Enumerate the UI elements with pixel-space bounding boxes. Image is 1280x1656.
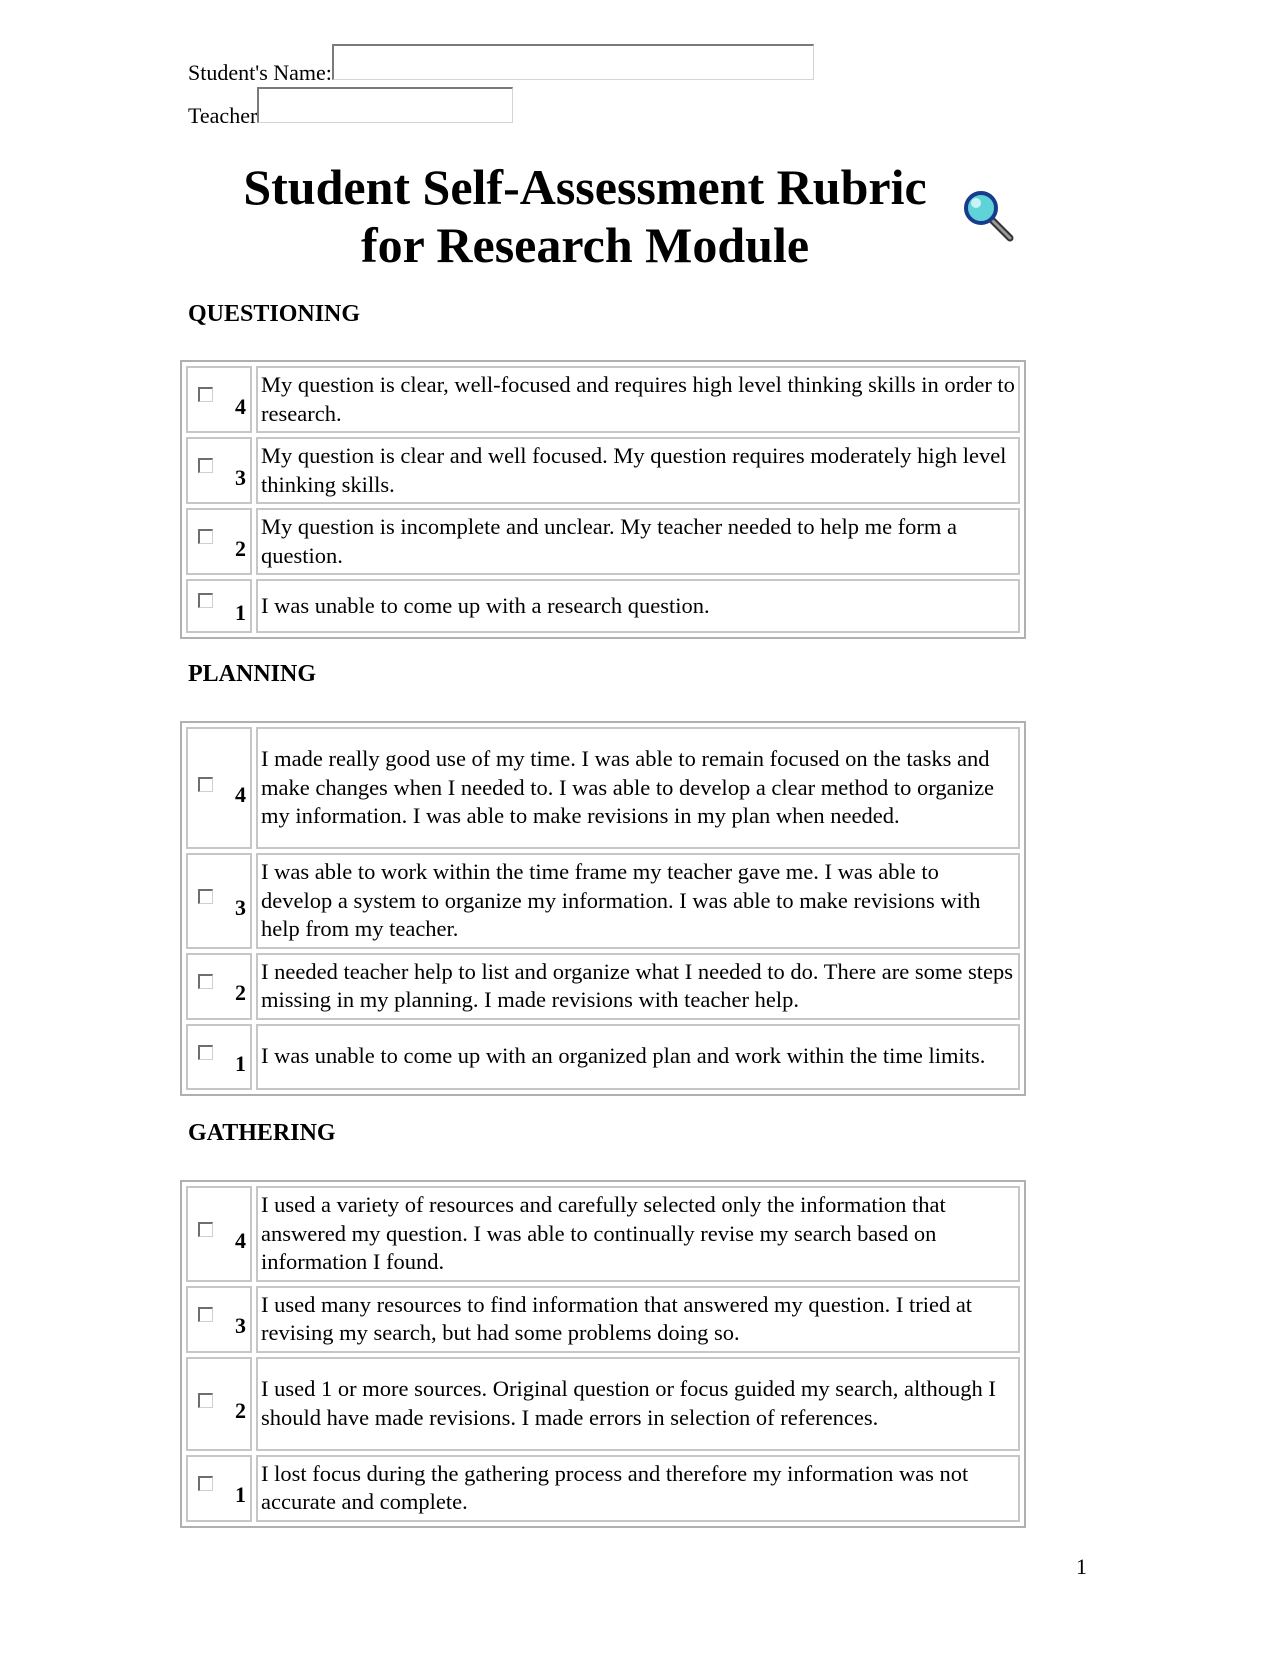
criterion-description: My question is incomplete and unclear. My teacher needed to help me form a question.: [256, 508, 1020, 575]
score-checkbox[interactable]: [198, 593, 213, 608]
student-name-label: Student's Name:: [188, 60, 332, 85]
score-checkbox[interactable]: [198, 529, 213, 544]
score-number: 1: [235, 1050, 246, 1076]
table-row: [186, 1024, 1020, 1090]
score-checkbox[interactable]: [198, 1222, 213, 1237]
criterion-description: I made really good use of my time. I was able to remain focused on the tasks and make changes when I needed to. I was able to develop a clear method to organize my information. I was able to make revisions in my plan when needed.: [256, 727, 1020, 849]
score-number: 3: [235, 894, 246, 920]
table-row: [186, 1286, 1020, 1353]
table-row: [186, 366, 1020, 433]
teacher-label: Teacher: [188, 103, 258, 128]
score-checkbox[interactable]: [198, 1476, 213, 1491]
score-checkbox[interactable]: [198, 1307, 213, 1322]
title-line-2: for Research Module: [360, 217, 810, 273]
score-number: 3: [235, 464, 246, 490]
score-number: 1: [235, 1482, 246, 1507]
score-cell: [186, 727, 252, 849]
score-number: 2: [235, 980, 246, 1005]
score-cell: [186, 579, 252, 633]
criterion-description: I used many resources to find information that answered my question. I tried at revising my search, but had some problems doing so.: [256, 1286, 1020, 1353]
student-name-input[interactable]: [332, 44, 814, 80]
table-row: [186, 508, 1020, 575]
score-number: 2: [235, 535, 246, 561]
score-number: 3: [235, 1313, 246, 1338]
table-row: [186, 1455, 1020, 1522]
table-row: [186, 1186, 1020, 1282]
criterion-description: I was unable to come up with a research question.: [256, 579, 1020, 633]
table-row: [186, 953, 1020, 1020]
section-heading-gathering: GATHERING: [188, 1120, 336, 1146]
score-checkbox[interactable]: [198, 458, 213, 473]
section-heading-questioning: QUESTIONING: [188, 301, 361, 327]
criterion-description: My question is clear and well focused. My question requires moderately high level thinking skills.: [256, 437, 1020, 504]
table-row: [186, 853, 1020, 949]
planning-rubric-table: [180, 721, 1026, 1096]
score-number: 4: [235, 393, 246, 419]
score-number: 4: [235, 782, 246, 807]
gathering-rubric-table: [180, 1180, 1026, 1528]
teacher-row: [188, 87, 513, 129]
score-cell: [186, 853, 252, 949]
score-checkbox[interactable]: [198, 889, 213, 904]
magnifying-glass-icon: [960, 188, 1016, 244]
score-cell: [186, 1186, 252, 1282]
section-heading-planning: PLANNING: [188, 661, 317, 687]
score-checkbox[interactable]: [198, 1045, 213, 1060]
score-number: 1: [235, 600, 246, 625]
score-cell: [186, 953, 252, 1020]
questioning-rubric-table: [180, 360, 1026, 639]
criterion-description: I used 1 or more sources. Original question or focus guided my search, although I should have made revisions. I made errors in selection of references.: [256, 1357, 1020, 1451]
table-row: [186, 437, 1020, 504]
score-cell: [186, 508, 252, 575]
criterion-description: I needed teacher help to list and organize what I needed to do. There are some steps missing in my planning. I made revisions with teacher help.: [256, 953, 1020, 1020]
table-row: [186, 727, 1020, 849]
page-title: [180, 158, 990, 274]
criterion-description: I was unable to come up with an organized plan and work within the time limits.: [256, 1024, 1020, 1090]
score-checkbox[interactable]: [198, 974, 213, 989]
teacher-input[interactable]: [257, 87, 513, 123]
score-cell: [186, 366, 252, 433]
score-cell: [186, 1286, 252, 1353]
score-checkbox[interactable]: [198, 1393, 213, 1408]
score-checkbox[interactable]: [198, 777, 213, 792]
title-line-1: Student Self-Assessment Rubric: [243, 159, 927, 215]
score-cell: [186, 437, 252, 504]
table-row: [186, 1357, 1020, 1451]
criterion-description: I was able to work within the time frame my teacher gave me. I was able to develop a system to organize my information. I was able to make revisions with help from my teacher.: [256, 853, 1020, 949]
criterion-description: I used a variety of resources and carefully selected only the information that answered my question. I was able to continually revise my search based on information I found.: [256, 1186, 1020, 1282]
score-number: 2: [235, 1397, 246, 1423]
criterion-description: I lost focus during the gathering process and therefore my information was not accurate and complete.: [256, 1455, 1020, 1522]
student-name-row: [188, 44, 814, 86]
page-number: 1: [1076, 1554, 1087, 1579]
criterion-description: My question is clear, well-focused and requires high level thinking skills in order to research.: [256, 366, 1020, 433]
table-row: [186, 579, 1020, 633]
score-cell: [186, 1024, 252, 1090]
score-number: 4: [235, 1227, 246, 1253]
score-cell: [186, 1357, 252, 1451]
score-cell: [186, 1455, 252, 1522]
score-checkbox[interactable]: [198, 387, 213, 402]
